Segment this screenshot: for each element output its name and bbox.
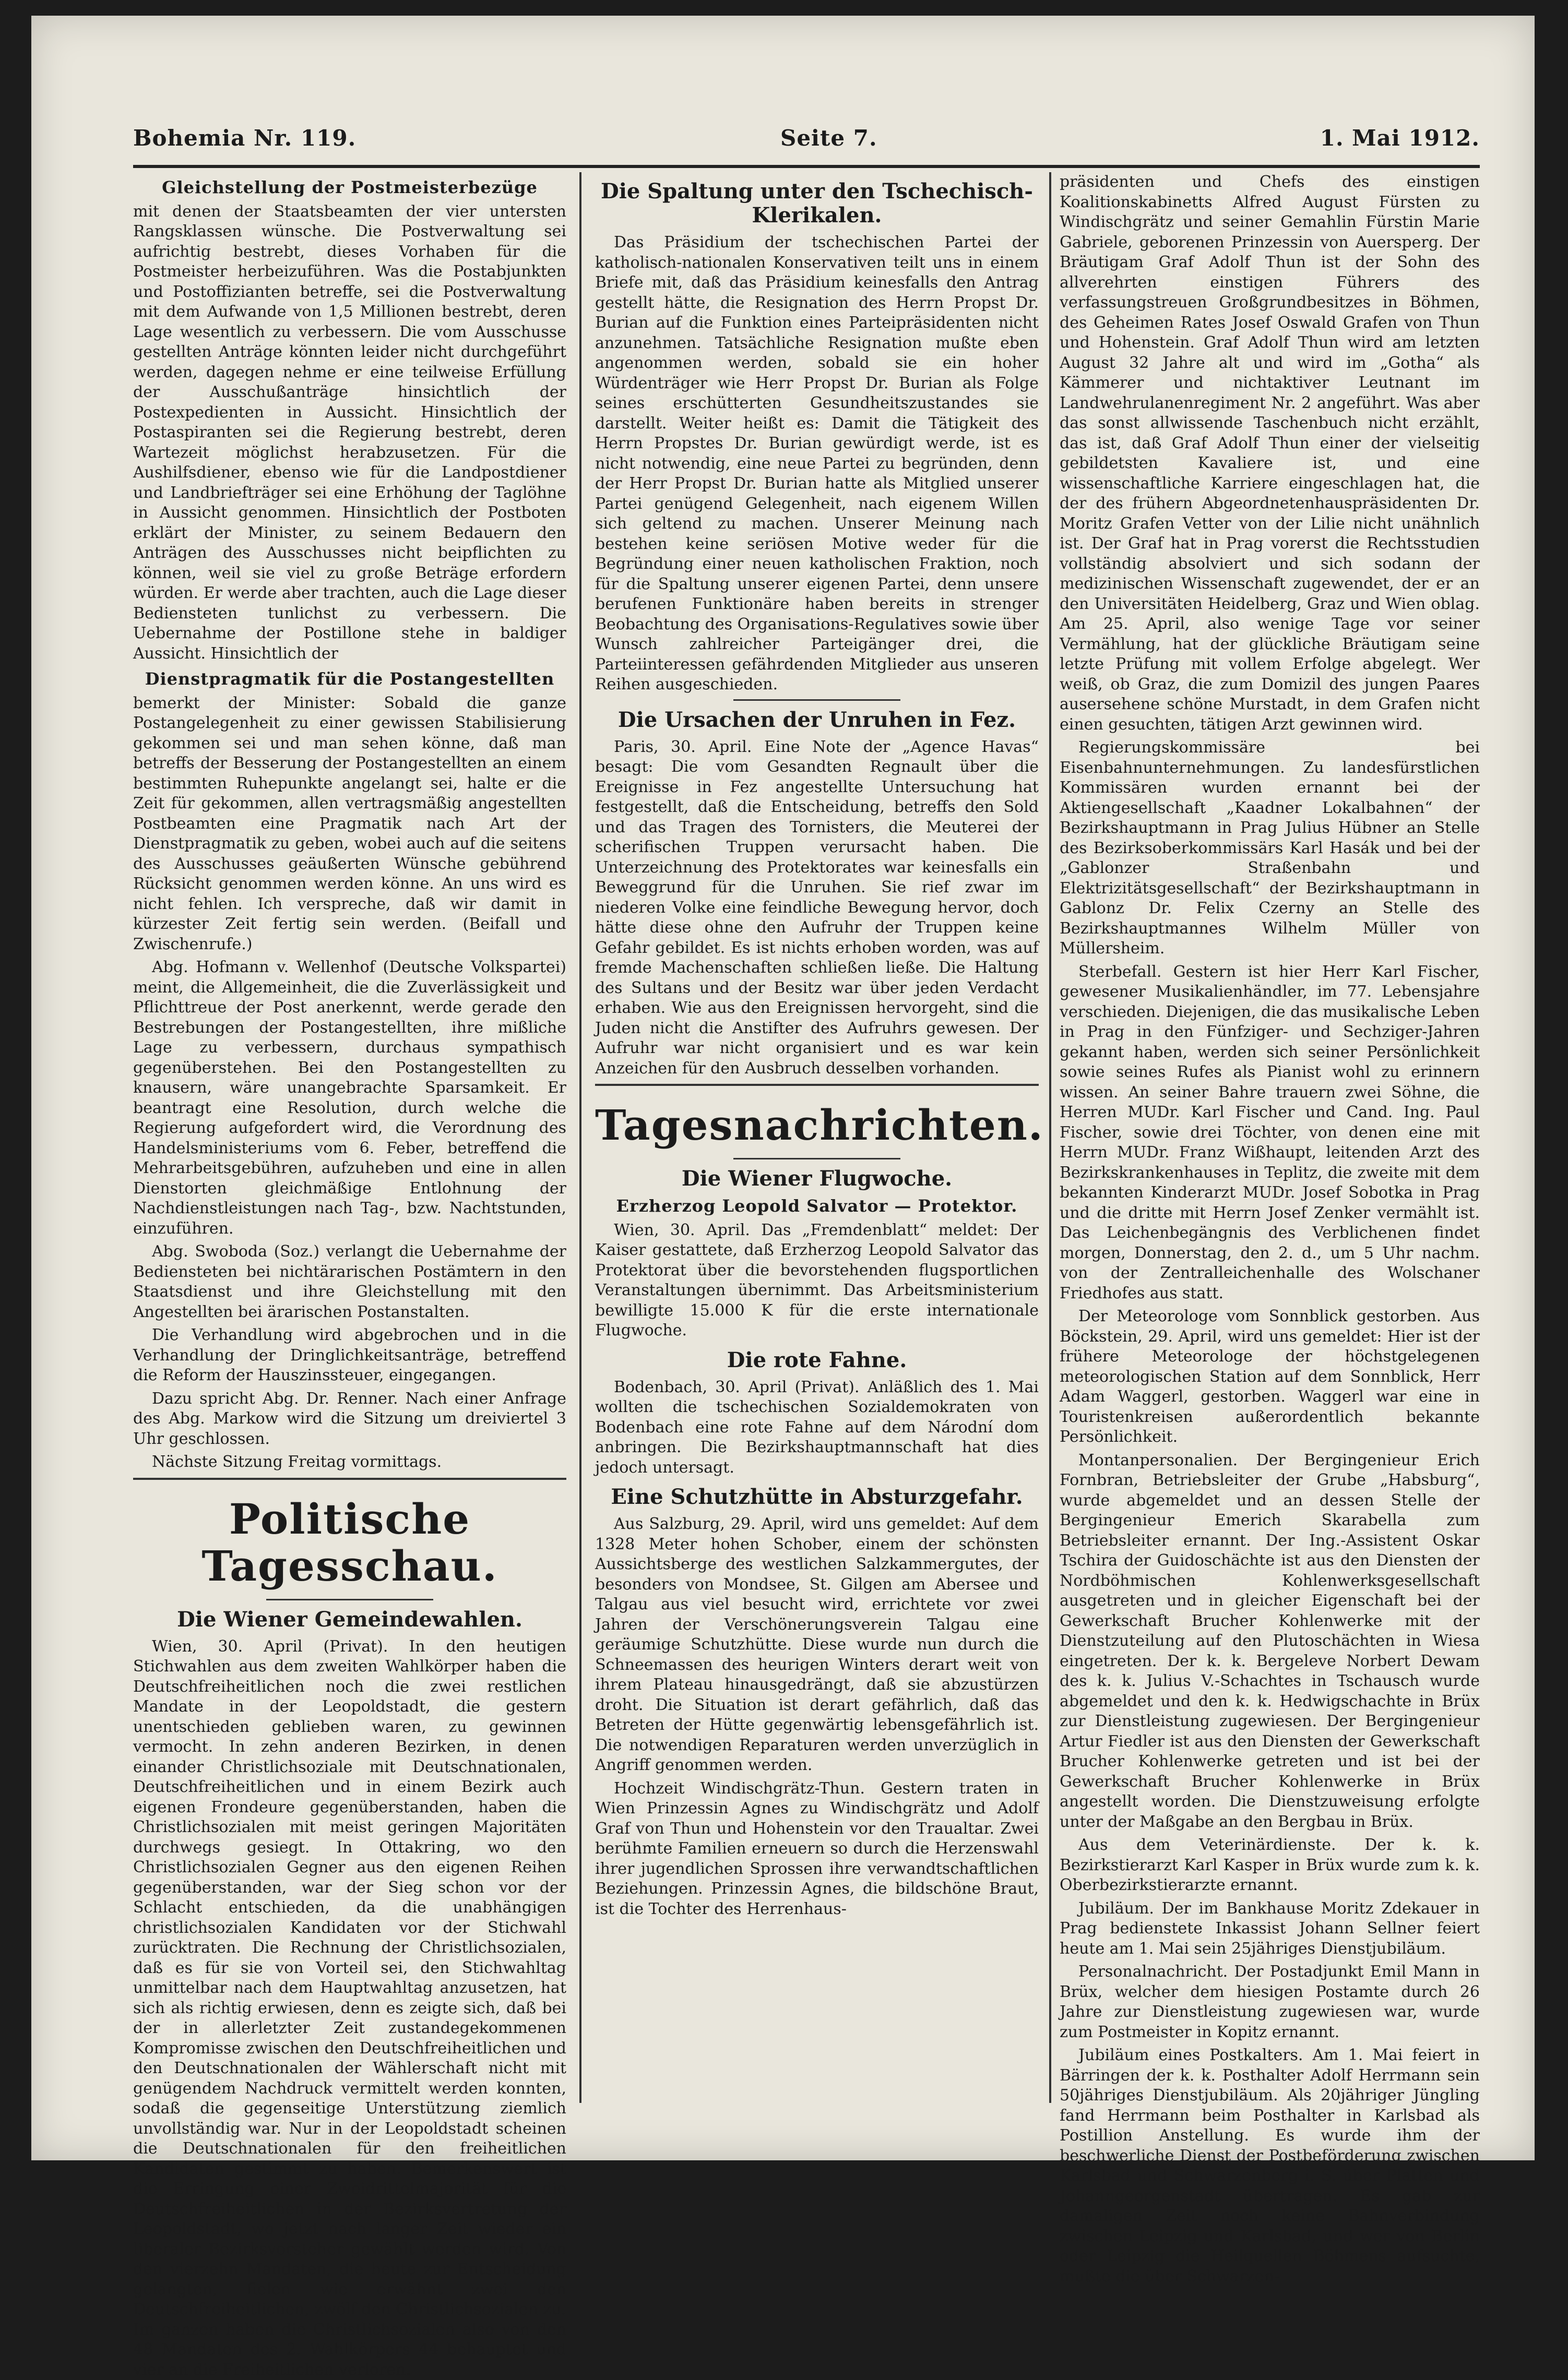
col2-heading-rote-fahne: Die rote Fahne. bbox=[595, 1348, 1039, 1372]
col2-section-rule bbox=[595, 1084, 1039, 1086]
col2-short-rule-1 bbox=[733, 699, 900, 701]
col1-paragraph-4: Abg. Swoboda (Soz.) verlangt die Uebernahme der Bediensteten bei nichtärarischen Postämtern in den Staatsdienst und ihre Gleichstellung mit den Angestellten bei ärarischen Postanstalten. bbox=[133, 1242, 566, 1322]
col3-paragraph-3: Sterbefall. Gestern ist hier Herr Karl Fischer, gewesener Musikalienhändler, im 77. Lebensjahre verschieden. Diejenigen, die das musikalische Leben in Prag in den Fünfziger- und Sechziger-Jahren gekannt haben, werden sich seiner Persönlichkeit sowie seines Rufes als Pianist wohl zu erinnern wissen. An seiner Bahre trauern zwei Söhne, die Herren MUDr. Karl Fischer und Cand. Ing. Paul Fischer, sowie drei Töchter, von denen eine mit Herrn MUDr. Franz Wißhaupt, leitenden Arzt des Bezirkskrankenhauses in Teplitz, die zweite mit dem bekannten Kinderarzt MUDr. Josef Sobotka in Prag und die dritte mit Herrn Josef Zenker vermählt ist. Das Leichenbegängnis des Verblichenen findet morgen, Donnerstag, den 2. d., um 5 Uhr nachm. von der Zentralleichenhalle des Wolschaner Friedhofes aus statt. bbox=[1060, 962, 1480, 1304]
column-1 bbox=[133, 172, 566, 2113]
col2-heading-flugwoche: Die Wiener Flugwoche. bbox=[595, 1167, 1039, 1191]
col2-heading-schutzhuette: Eine Schutzhütte in Absturzgefahr. bbox=[595, 1485, 1039, 1509]
col1-paragraph-5: Die Verhandlung wird abgebrochen und in die Verhandlung der Dringlichkeitsanträge, betreffend die Reform der Hauszinssteuer, eingegangen. bbox=[133, 1325, 566, 1386]
col1-paragraph-2: bemerkt der Minister: Sobald die ganze Postangelegenheit zu einer gewissen Stabilisierung gekommen sei und man sehen könne, daß man betreffs der Besserung der Postangestellten an einem bestimmten Ruhepunkte angelangt sei, halte er die Zeit für gekommen, allen vertragsmäßig angestellten Postbeamten eine Pragmatik nach Art der Dienstpragmatik zu geben, wobei auch auf die seitens des Ausschusses geäußerten Wünsche gebührend Rücksicht genommen werden könne. An uns wird es nicht fehlen. Ich verspreche, daß wir damit in kürzester Zeit fertig sein werden. (Beifall und Zwischenrufe.) bbox=[133, 693, 566, 955]
section-title-politische-tagesschau: Politische Tagesschau. bbox=[133, 1496, 566, 1589]
col2-paragraph-3: Wien, 30. April. Das „Fremdenblatt“ meldet: Der Kaiser gestattete, daß Erzherzog Leopold Salvator das Protektorat über die bevorstehenden flugsportlichen Veranstaltungen übernimmt. Das Arbeitsministerium bewilligte 15.000 K für die erste internationale Flugwoche. bbox=[595, 1221, 1039, 1341]
col3-paragraph-7: Jubiläum. Der im Bankhause Moritz Zdekauer in Prag bedienstete Inkassist Johann Sellner feiert heute am 1. Mai sein 25jähriges Dienstjubiläum. bbox=[1060, 1899, 1480, 1959]
col3-paragraph-9: Jubiläum eines Postkalters. Am 1. Mai feiert in Bärringen der k. k. Posthalter Adolf Herrmann sein 50jähriges Dienstjubiläum. Als 20jähriger Jüngling fand Herrmann beim Posthalter in Karlsbad als Postillion Anstellung. Es wurde ihm der beschwerliche Dienst der Postbeförderung zwischen Karlsbad und Schwarzenberg i. S. über Platten und Johanngeorgenstadt übertragen. Es gab zur damaligen Zeit noch keine Bahnverbindung zwischen Leipzig und Karlsbad, und wer von Berlin oder Leipzig die Heilquellen Böhmens aufsuchte, mußte die über Schwarzen- bbox=[1060, 2046, 1480, 2287]
col2-paragraph-1: Das Präsidium der tschechischen Partei der katholisch-nationalen Konservativen teilt uns in einem Briefe mit, daß das Präsidium keinesfalls den Antrag gestellt hätte, die Resignation des Herrn Propst Dr. Burian auf die Funktion eines Parteipräsidenten nicht anzunehmen. Tatsächliche Resignation mußte eben angenommen werden, sobald sie ein hoher Würdenträger wie Herr Propst Dr. Burian als Folge seines erschütterten Gesundheitszustandes sie darstellt. Weiter heißt es: Damit die Tätigkeit des Herrn Propstes Dr. Burian gewürdigt werde, ist es nicht notwendig, eine neue Partei zu begründen, denn der Herr Propst Dr. Burian hatte als Mitglied unserer Partei genügend Gelegenheit, nach eigenem Willen sich geltend zu machen. Unserer Meinung nach bestehen keine seriösen Motive weder für die Begründung einer neuen katholischen Fraktion, noch für die Spaltung unserer eigenen Partei, denn unsere berufenen Funktionäre haben bereits in strenger Beobachtung des Organisations-Regulatives sowie über Wunsch zahlreicher Parteigänger drei, die Parteiinteressen gefährdenden Mitglieder aus unseren Reihen ausgeschieden. bbox=[595, 233, 1039, 695]
col1-heading-dienstpragmatik: Dienstpragmatik für die Postangestellten bbox=[133, 669, 566, 689]
col2-subheading-protektor: Erzherzog Leopold Salvator — Protektor. bbox=[595, 1196, 1039, 1216]
col3-paragraph-5: Montanpersonalien. Der Bergingenieur Erich Fornbran, Betriebsleiter der Grube „Habsburg“, wurde abgemeldet und an dessen Stelle der Bergingenieur Emerich Skarabella zum Betriebsleiter ernannt. Der Ing.-Assistent Oskar Tschira der Guidoschächte ist aus den Diensten der Nordböhmischen Kohlenwerksgesellschaft ausgetreten und in gleicher Eigenschaft bei der Gewerkschaft Brucher Kohlenwerke mit der Dienstzuteilung auf den Plutoschächten in Wiesa eingetreten. Der k. k. Bergeleve Norbert Dewam des k. k. Julius V.-Schachtes in Tschausch wurde abgemeldet und den k. k. Hedwigschachte in Brüx zur Dienstleistung zugewiesen. Der Bergingenieur Artur Fiedler ist aus den Diensten der Gewerkschaft Brucher Kohlenwerke getreten und ist bei der Gewerkschaft Brucher Kohlenwerke in Brüx angestellt worden. Die Dienstzuweisung erfolgte unter der Maßgabe an den Bergbau in Brüx. bbox=[1060, 1451, 1480, 1833]
col1-paragraph-1: mit denen der Staatsbeamten der vier untersten Rangsklassen wünsche. Die Postverwaltung sei aufrichtig bestrebt, dieses Vorhaben für die Postmeister herbeizuführen. Was die Postabjunkten und Postoffizianten betreffe, sei die Postverwaltung mit dem Aufwande von 1,5 Millionen bestrebt, deren Lage wesentlich zu verbessern. Die vom Ausschusse gestellten Anträge könnten leider nicht durchgeführt werden, dagegen nehme er eine teilweise Erfüllung der Ausschußanträge hinsichtlich der Postexpedienten in Aussicht. Hinsichtlich der Postaspiranten sei die Regierung bestrebt, deren Wartezeit möglichst herabzusetzen. Für die Aushilfsdiener, ebenso wie für die Landpostdiener und Landbriefträger sei eine Erhöhung der Taglöhne in Aussicht genommen. Hinsichtlich der Postboten erklärt der Minister, zu seinem Bedauern den Anträgen des Ausschusses nicht beipflichten zu können, weil sie viel zu große Beträge erfordern würden. Er werde aber trachten, auch die Lage dieser Bediensteten tunlichst zu verbessern. Die Uebernahme der Postillone stehe in baldiger Aussicht. Hinsichtlich der bbox=[133, 202, 566, 664]
col3-paragraph-4: Der Meteorologe vom Sonnblick gestorben. Aus Böckstein, 29. April, wird uns gemeldet: Hier ist der frühere Meteorologe der höchstgelegenen meteorologischen Station auf dem Sonnblick, Herr Adam Waggerl, gestorben. Waggerl war eine in Touristenkreisen außerordentlich bekannte Persönlichkeit. bbox=[1060, 1307, 1480, 1448]
column-2 bbox=[595, 172, 1039, 2113]
col2-short-rule-2 bbox=[733, 1158, 900, 1159]
col1-paragraph-3: Abg. Hofmann v. Wellenhof (Deutsche Volkspartei) meint, die Allgemeinheit, die die Zuverlässigkeit und Pflichttreue der Post anerkennt, werde gerade den Bestrebungen der Postangestellten, ihre mißliche Lage zu verbessern, durchaus sympathisch gegenüberstehen. Bei den Postangestellten zu knausern, wäre unangebrachte Sparsamkeit. Er beantragt eine Resolution, durch welche die Regierung aufgefordert wird, die Verordnung des Handelsministeriums vom 6. Feber, betreffend die Mehrarbeitsgebühren, aufzuheben und eine in allen Dienstorten gleichmäßige Entlohnung der Nachdienstleistungen nach Tag-, bzw. Nachtstunden, einzuführen. bbox=[133, 958, 566, 1239]
col2-paragraph-6: Hochzeit Windischgrätz-Thun. Gestern traten in Wien Prinzessin Agnes zu Windischgrätz und Adolf Graf von Thun und Hohenstein vor den Traualtar. Zwei berühmte Familien erneuern so durch die Herzenswahl ihrer jugendlichen Sprossen ihre verwandtschaftlichen Beziehungen. Prinzessin Agnes, die bildschöne Braut, ist die Tochter des Herrenhaus- bbox=[595, 1779, 1039, 1920]
col3-paragraph-2: Regierungskommissäre bei Eisenbahnunternehmungen. Zu landesfürstlichen Kommissären wurden ernannt bei der Aktiengesellschaft „Kaadner Lokalbahnen“ der Bezirkshauptmann in Prag Julius Hübner an Stelle des Bezirksoberkommissärs Karl Hasák und bei der „Gablonzer Straßenbahn und Elektrizitätsgesellschaft“ der Bezirkshauptmann in Gablonz Dr. Felix Czerny an Stelle des Bezirkshauptmannes Wilhelm Müller von Müllersheim. bbox=[1060, 738, 1480, 959]
col1-paragraph-7: Nächste Sitzung Freitag vormittags. bbox=[133, 1452, 566, 1473]
header-date: 1. Mai 1912. bbox=[1320, 125, 1480, 151]
column-divider-2 bbox=[1049, 172, 1051, 2103]
newspaper-page bbox=[31, 16, 1535, 2160]
column-divider-1 bbox=[579, 172, 581, 2103]
col3-paragraph-6: Aus dem Veterinärdienste. Der k. k. Bezirkstierarzt Karl Kasper in Brüx wurde zum k. k. Oberbezirkstierarzte ernannt. bbox=[1060, 1835, 1480, 1896]
col1-paragraph-8: Wien, 30. April (Privat). In den heutigen Stichwahlen aus dem zweiten Wahlkörper haben die Deutschfreiheitlichen noch die zwei restlichen Mandate in der Leopoldstadt, die gestern unentschieden geblieben waren, zu gewinnen vermocht. In zehn anderen Bezirken, in denen einander Christlichsoziale mit Deutschnationalen, Deutschfreiheitlichen und in einem Bezirk auch eigenen Frondeure gegenüberstanden, haben die Christlichsozialen mit meist geringen Majoritäten durchwegs gesiegt. In Ottakring, wo den Christlichsozialen Gegner aus den eigenen Reihen gegenüberstanden, war der Sieg schon vor der Schlacht entschieden, da die unabhängigen christlichsozialen Kandidaten vor der Stichwahl zurücktraten. Die Rechnung der Christlichsozialen, daß es für sie von Vorteil sei, den Stichwahltag unmittelbar nach dem Hauptwahltag anzusetzen, hat sich als richtig erwiesen, denn es zeigte sich, daß bei der in allerletzter Zeit zustandegekommenen Kompromisse zwischen den Deutschfreiheitlichen und den Deutschnationalen der Wählerschaft nicht mit genügendem Nachdruck vermittelt werden konnten, sodaß die gegenseitige Unterstützung ziemlich unvollständig war. Nur in der Leopoldstadt scheinen die Deutschnationalen für den freiheitlichen Kandidaten gestimmt zu haben. Bemerkenswert ist die Erringung einer Zweidrittelmajorität für die Deutschfreiheitlichen in der Bezirksvertretung der Leopoldstadt, wo jetzt nach langer Zeit wieder ein liberaler Bezirksvorsteher gewählt werden wird. Von den vierzehn Mandaten, die heute zur Entscheidung gelangten, fielen wie erwähnt zwei den Deutschfreiheitlichen, zwölf den Christlichsozialen zu. Im ganzen haben die Christlichsozialen also von den 48 Mandaten des 2. Wahlkörpers 44 behauptet und vier an die Freiheitlichen verloren. bbox=[133, 1637, 566, 2380]
col2-paragraph-5: Aus Salzburg, 29. April, wird uns gemeldet: Auf dem 1328 Meter hohen Schober, einem der schönsten Aussichtsberge des westlichen Salzkammergutes, der besonders von Mondsee, St. Gilgen am Abersee und Talgau aus viel besucht wird, errichtete vor zwei Jahren der Verschönerungsverein Talgau eine geräumige Schutzhütte. Diese wurde nun durch die Schneemassen des heurigen Winters derart weit von ihrem Plateau hinausgedrängt, daß sie abzustürzen droht. Die Situation ist derart gefährlich, daß das Betreten der Hütte gegenwärtig lebensgefährlich ist. Die notwendigen Reparaturen werden unverzüglich in Angriff genommen werden. bbox=[595, 1514, 1039, 1776]
col2-paragraph-4: Bodenbach, 30. April (Privat). Anläßlich des 1. Mai wollten die tschechischen Sozialdemokraten von Bodenbach eine rote Fahne auf dem Národní dom anbringen. Die Bezirkshauptmannschaft hat dies jedoch untersagt. bbox=[595, 1378, 1039, 1478]
col1-heading-gemeindewahlen: Die Wiener Gemeindewahlen. bbox=[133, 1608, 566, 1632]
header-rule bbox=[133, 165, 1480, 168]
col1-paragraph-6: Dazu spricht Abg. Dr. Renner. Nach einer Anfrage des Abg. Markow wird die Sitzung um dreiviertel 3 Uhr geschlossen. bbox=[133, 1389, 566, 1450]
col1-short-rule bbox=[266, 1599, 433, 1600]
header-page-number: Seite 7. bbox=[780, 125, 877, 151]
col2-paragraph-2: Paris, 30. April. Eine Note der „Agence Havas“ besagt: Die vom Gesandten Regnault über die Ereignisse in Fez angestellte Untersuchung hat festgestellt, daß die Entscheidung, betreffs den Sold und das Tragen des Tornisters, die Meuterei der scherifischen Truppen verursacht haben. Die Unterzeichnung des Protektorates war keinesfalls ein Beweggrund für die Unruhen. Sie rief zwar im niederen Volke eine feindliche Bewegung hervor, doch hätte diese ohne den Aufruhr der Truppen keine Gefahr gebildet. Es ist nichts erhoben worden, was auf fremde Machenschaften schließen ließe. Die Haltung des Sultans und der Besitz war über jeden Verdacht erhaben. Wie aus den Ereignissen hervorgeht, sind die Juden nicht die Anstifter des Aufruhrs gewesen. Der Aufruhr war nicht organisiert und es war kein Anzeichen für den Ausbruch desselben vorhanden. bbox=[595, 737, 1039, 1079]
page-header bbox=[133, 120, 1480, 162]
col1-section-rule bbox=[133, 1478, 566, 1480]
col1-heading-postmeister: Gleichstellung der Postmeisterbezüge bbox=[133, 177, 566, 198]
column-3 bbox=[1060, 172, 1480, 2113]
col2-heading-fez: Die Ursachen der Unruhen in Fez. bbox=[595, 708, 1039, 732]
col2-heading-spaltung: Die Spaltung unter den Tschechisch-Klerikalen. bbox=[595, 180, 1039, 228]
section-title-tagesnachrichten: Tagesnachrichten. bbox=[595, 1102, 1039, 1149]
col3-paragraph-8: Personalnachricht. Der Postadjunkt Emil Mann in Brüx, welcher dem hiesigen Postamte durch 26 Jahre zur Dienstleistung zugewiesen war, wurde zum Postmeister in Kopitz ernannt. bbox=[1060, 1962, 1480, 2042]
col3-paragraph-1: präsidenten und Chefs des einstigen Koalitionskabinetts Alfred August Fürsten zu Windischgrätz und seiner Gemahlin Fürstin Marie Gabriele, geborenen Prinzessin von Auersperg. Der Bräutigam Graf Adolf Thun ist der Sohn des allverehrten einstigen Führers des verfassungstreuen Großgrundbesitzes in Böhmen, des Geheimen Rates Josef Oswald Grafen von Thun und Hohenstein. Graf Adolf Thun wird am letzten August 32 Jahre alt und wird im „Gotha“ als Kämmerer und nichtaktiver Leutnant im Landwehrulanenregiment Nr. 2 angeführt. Was aber das sonst allwissende Taschenbuch nicht erzählt, das ist, daß Graf Adolf Thun einer der vielseitig gebildetsten Kavaliere ist, und eine wissenschaftliche Karriere eingeschlagen hat, die der des frühern Abgeordnetenhauspräsidenten Dr. Moritz Grafen Vetter von der Lilie nicht unähnlich ist. Der Graf hat in Prag vorerst die Rechtsstudien vollständig absolviert und sich sodann der medizinischen Wissenschaft zugewendet, der er an den Universitäten Heidelberg, Graz und Wien oblag. Am 25. April, also wenige Tage vor seiner Vermählung, hat der glückliche Bräutigam seine letzte Prüfung mit vollem Erfolge abgelegt. Wer weiß, ob Graz, die zum Domizil des jungen Paares ausersehene schöne Murstadt, in dem Grafen nicht einen gesuchten, tätigen Arzt gewinnen wird. bbox=[1060, 172, 1480, 735]
header-issue: Bohemia Nr. 119. bbox=[133, 125, 356, 151]
